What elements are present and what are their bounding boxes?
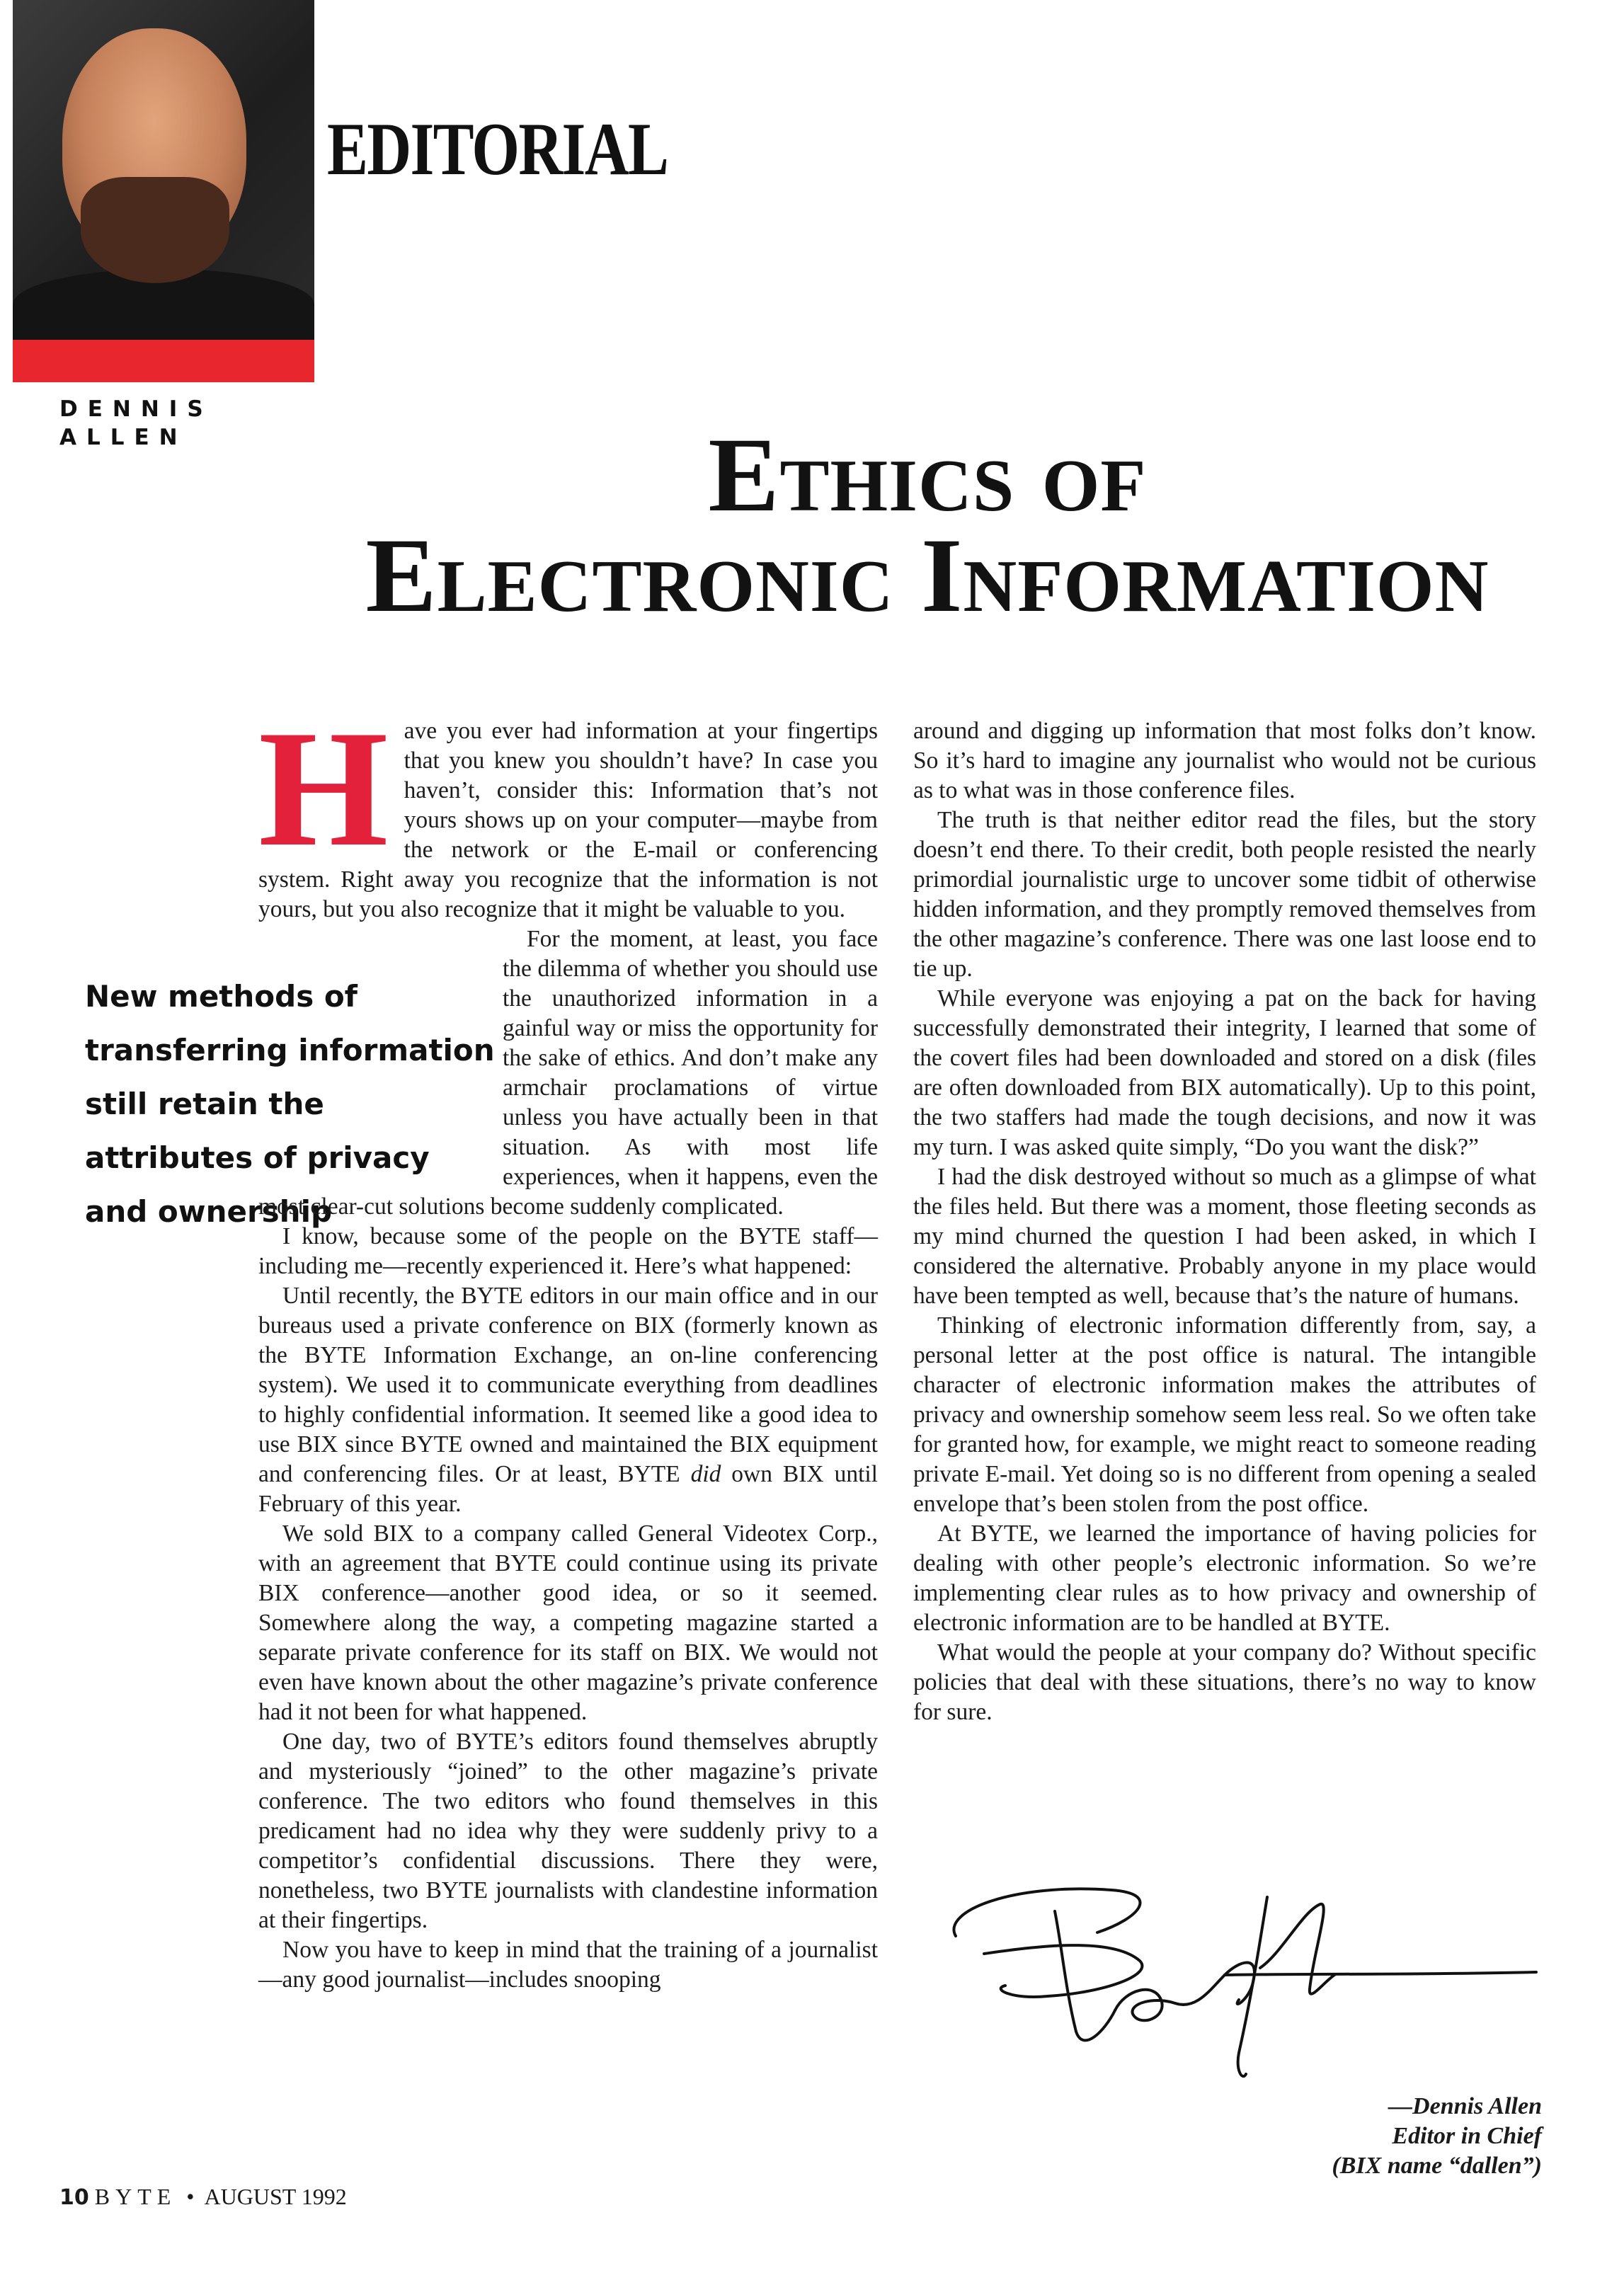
article-headline — [255, 416, 1600, 634]
paragraph: Thinking of electronic information differently from, say, a personal letter at the post office is natural. The intangible character of electronic information makes the attributes of privacy and ownership somehow seem less real. So we often take for granted how, for example, we might react to someone reading private E-mail. Yet doing so is no different from opening a sealed envelope that’s been stolen from the post office. — [913, 1312, 1536, 1517]
paragraph — [258, 1281, 878, 1519]
headline-line-1: Ethics of — [708, 416, 1147, 534]
paragraph: One day, two of BYTE’s editors found themselves abruptly and mysteriously “joined” to the other magazine’s private conference. The two editors who found themselves in this predicament had no idea why they were suddenly privy to a competitor’s confidential discussions. There they were, nonetheless, two BYTE journalists with clandestine information at their fingertips. — [258, 1729, 878, 1933]
page-number: 10 — [59, 2185, 89, 2210]
signoff-role: Editor in Chief — [1392, 2123, 1542, 2149]
article-column-left — [258, 697, 878, 1995]
issue-date: AUGUST 1992 — [204, 2184, 347, 2209]
paragraph-text: own BIX until February of this year. — [258, 1461, 878, 1517]
photo-beard — [81, 177, 229, 283]
author-byline — [59, 395, 236, 452]
paragraph: For the moment, at least, you face the dilemma of whether you should use the unauthorized information in a gainful way or miss the opportunity for the sake of ethics. And don’t make any armchair proclamations of virtue unless you have actually been in that situation. As with most life experiences, when it happens, even the most clear-cut solutions become suddenly complicated. — [258, 926, 878, 1220]
paragraph: While everyone was enjoying a pat on the back for having successfully demonstrated their integrity, I learned that some of the covert files had been downloaded and stored on a disk (files are often downloaded from BIX automatically). Up to this point, the two staffers had made the tough decisions, and now it was my turn. I was asked quite simply, “Do you want the disk?” — [913, 985, 1536, 1160]
pull-quote: New methods of transferring information still retain the attributes of privacy and ownership — [85, 979, 495, 1229]
paragraph: At BYTE, we learned the importance of having policies for dealing with other people’s electronic information. So we’re implementing clear rules as to how privacy and ownership of electronic information are to be handled at BYTE. — [913, 1521, 1536, 1636]
handwritten-signature — [927, 1869, 1565, 2102]
paragraph: We sold BIX to a company called General Videotex Corp., with an agreement that BYTE could continue using its private BIX conference—another good idea, or so it seemed. Somewhere along the way, a competing magazine started a separate private conference for its staff on BIX. We would not even have known about the other magazine’s private conference had it not been for what happened. — [258, 1521, 878, 1725]
author-last-name: ALLEN — [59, 425, 188, 450]
paragraph-text: Until recently, the BYTE editors in our main office and in our bureaus used a private conference on BIX (formerly known as the BYTE Information Exchange, an on-line conferencing system). We used it to communicate everything from deadlines to highly confidential information. It seemed like a good idea to use BIX since BYTE owned and maintained the BIX equipment and conferencing files. Or at least, BYTE — [258, 1283, 878, 1487]
magazine-name: BYTE — [94, 2184, 177, 2209]
article-column-right — [913, 716, 1536, 1727]
paragraph: I had the disk destroyed without so much as a glimpse of what the files held. But there was a moment, those fleeting seconds as my mind churned the question I had been asked, in which I considered the alternative. Probably anyone in my place would have been tempted as well, because that’s the nature of humans. — [913, 1164, 1536, 1309]
page-footer — [59, 2184, 347, 2210]
paragraph — [258, 697, 878, 924]
paragraph: I know, because some of the people on the BYTE staff—including me—recently experienced it. Here’s what happened: — [258, 1223, 878, 1279]
emphasis-text: did — [690, 1461, 721, 1487]
signoff — [1332, 2092, 1542, 2181]
footer-separator: • — [186, 2184, 195, 2209]
section-title: EDITORIAL — [327, 108, 668, 190]
paragraph: around and digging up information that most folks don’t know. So it’s hard to imagine any journalist who would not be curious as to what was in those conference files. — [913, 718, 1536, 803]
author-first-name: DENNIS — [59, 396, 213, 422]
paragraph: What would the people at your company do? Without specific policies that deal with these situations, there’s no way to know for sure. — [913, 1639, 1536, 1725]
paragraph: The truth is that neither editor read the files, but the story doesn’t end there. To their credit, both people resisted the nearly primordial journalistic urge to uncover some tidbit of otherwise hidden information, and they promptly removed themselves from the other magazine’s conference. There was one last loose end to tie up. — [913, 807, 1536, 982]
headline-line-2: Electronic Information — [365, 517, 1489, 634]
paragraph-text: ave you ever had information at your fingertips that you knew you shouldn’t have? In case you haven’t, consider this: Information that’s not yours shows up on your computer—maybe from the network or the E-mail or conferencing system. Right away you recognize that the information is not yours, but you also recognize that it might be valuable to you. — [258, 718, 878, 922]
drop-cap: H — [258, 697, 389, 881]
paragraph: Now you have to keep in mind that the training of a journalist—any good journalist—includes snooping — [258, 1937, 878, 1993]
author-photo — [13, 0, 314, 382]
pull-quote-gap — [258, 927, 503, 1175]
signoff-bix-name: (BIX name “dallen”) — [1332, 2153, 1542, 2179]
signoff-name: —Dennis Allen — [1388, 2093, 1542, 2119]
